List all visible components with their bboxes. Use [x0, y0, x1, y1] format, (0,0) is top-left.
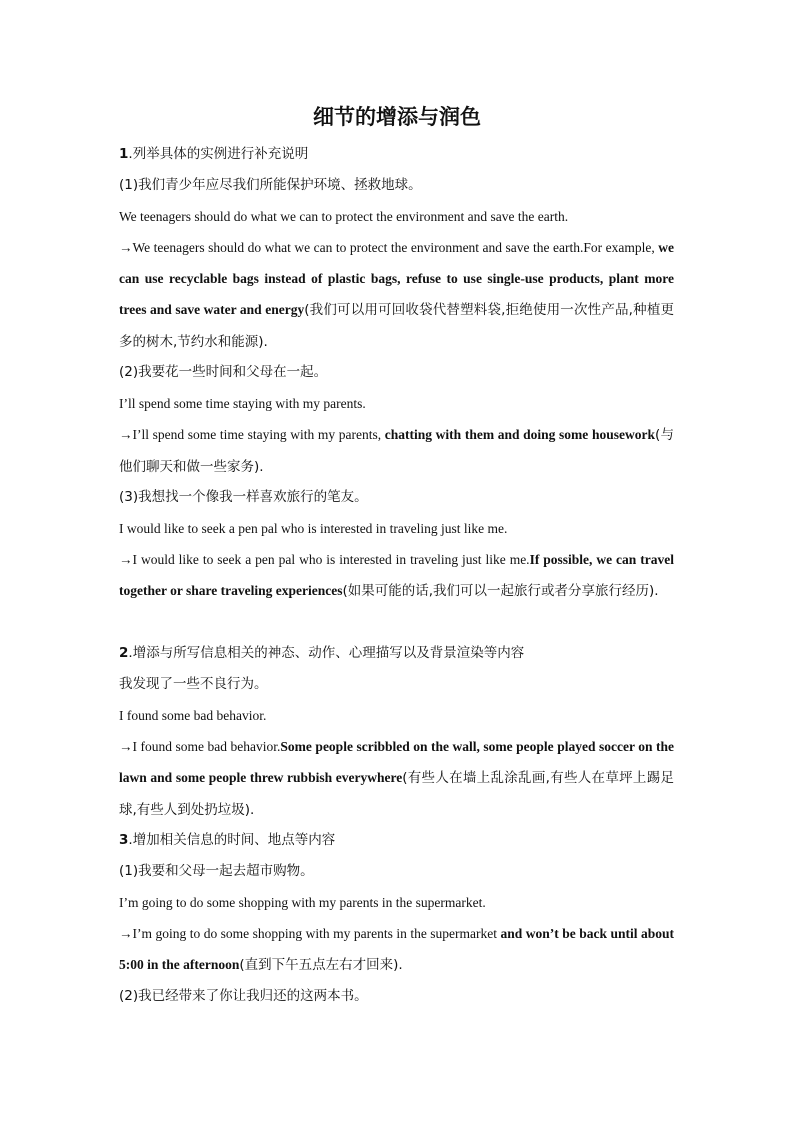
section-heading-text: .增添与所写信息相关的神态、动作、心理描写以及背景渲染等内容: [128, 645, 525, 661]
added-detail: If possible, we can travel together or share traveling experiences: [119, 552, 674, 598]
improved-sentence: →We teenagers should do what we can to protect the environment and save the earth.For example,: [119, 240, 659, 255]
translation-note: (直到下午五点左右才回来).: [239, 957, 403, 973]
example-zh: (1)我要和父母一起去超市购物。: [119, 863, 314, 879]
translation-note: (有些人在墙上乱涂乱画,有些人在草坪上踢足球,有些人到处扔垃圾).: [119, 770, 674, 818]
section-2-heading: [119, 638, 674, 669]
section-number: 2: [119, 645, 129, 661]
translation-note: (如果可能的话,我们可以一起旅行或者分享旅行经历).: [342, 583, 659, 599]
example-en: I’ll spend some time staying with my parents.: [119, 396, 366, 411]
example-en: We teenagers should do what we can to protect the environment and save the earth.: [119, 209, 569, 224]
translation-note: (我们可以用可回收袋代替塑料袋,拒绝使用一次性产品,种植更多的树木,节约水和能源).: [119, 302, 674, 350]
translation-note: (与他们聊天和做一些家务).: [119, 427, 674, 475]
added-detail: chatting with them and doing some housework: [384, 427, 655, 442]
example-zh: (3)我想找一个像我一样喜欢旅行的笔友。: [119, 489, 368, 505]
added-detail: and won’t be back until about 5:00 in the afternoon: [119, 926, 674, 972]
added-detail: we can use recyclable bags instead of plastic bags, refuse to use single-use products, plant more trees and save water and energy: [119, 240, 674, 317]
section-heading-text: .列举具体的实例进行补充说明: [128, 146, 309, 162]
example-improved: [119, 419, 674, 483]
improved-sentence: →I’m going to do some shopping with my parents in the supermarket: [119, 926, 501, 941]
example-zh: (2)我要花一些时间和父母在一起。: [119, 364, 328, 380]
section-heading-text: .增加相关信息的时间、地点等内容: [128, 832, 336, 848]
example-en: I would like to seek a pen pal who is interested in traveling just like me.: [119, 521, 508, 536]
section-1-heading: [119, 139, 674, 170]
section-3-heading: [119, 825, 674, 856]
example-zh: 我发现了一些不良行为。: [119, 676, 268, 692]
page-title: 细节的增添与润色: [313, 104, 481, 129]
example-improved: [119, 232, 674, 358]
example-improved: [119, 731, 674, 826]
example-improved: [119, 544, 674, 607]
improved-sentence: →I’ll spend some time staying with my parents,: [119, 427, 385, 442]
example-improved: [119, 918, 674, 981]
improved-sentence: →I found some bad behavior.: [119, 739, 281, 754]
improved-sentence: →I would like to seek a pen pal who is interested in traveling just like me.: [119, 552, 530, 567]
example-zh: (1)我们青少年应尽我们所能保护环境、拯救地球。: [119, 177, 422, 193]
added-detail: Some people scribbled on the wall, some people played soccer on the lawn and some people threw rubbish everywhere: [119, 739, 674, 785]
example-en: I found some bad behavior.: [119, 708, 267, 723]
example-zh: (2)我已经带来了你让我归还的这两本书。: [119, 988, 368, 1004]
section-number: 3: [119, 832, 129, 848]
example-en: I’m going to do some shopping with my parents in the supermarket.: [119, 895, 486, 910]
section-number: 1: [119, 146, 129, 162]
